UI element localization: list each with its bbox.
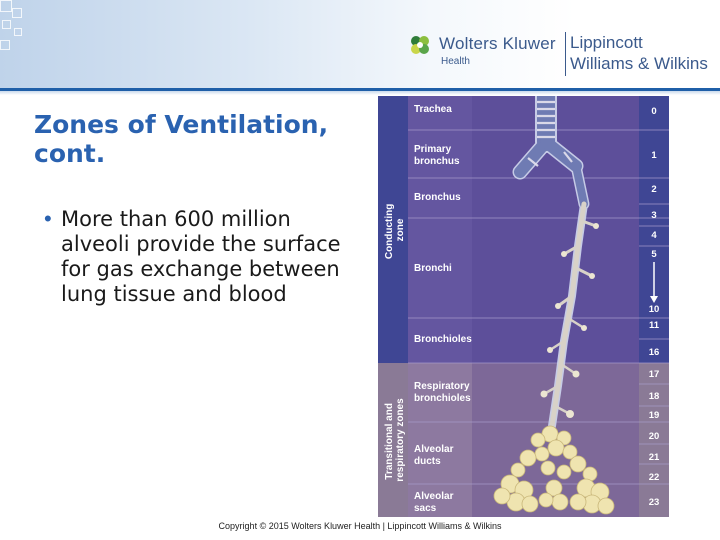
generation-number: 0 — [651, 106, 657, 117]
corner-decoration — [0, 0, 26, 60]
bullet-icon: • — [44, 206, 52, 231]
header-shadow — [0, 91, 720, 95]
segment-respiratory-bronchioles-2: bronchioles — [414, 393, 471, 404]
division-name: Health — [441, 56, 470, 67]
respiratory-zone-label: Transitional and respiratory zones — [384, 398, 406, 482]
generation-number: 1 — [651, 150, 657, 161]
generation-number: 17 — [648, 369, 660, 380]
slide-title-line-2: cont. — [34, 139, 106, 168]
generation-number: 2 — [651, 184, 657, 195]
generation-number: 20 — [648, 431, 660, 442]
generation-number: 5 — [651, 249, 657, 260]
conducting-zone-label: Conducting zone — [384, 203, 406, 260]
generation-number: 4 — [651, 230, 657, 241]
copyright-footer — [0, 521, 720, 531]
wolters-kluwer-logo-icon — [407, 32, 433, 58]
airway-zones-figure — [378, 96, 669, 517]
segment-trachea: Trachea — [414, 104, 452, 115]
generation-number: 18 — [648, 391, 660, 402]
imprint-line-2: Williams & Wilkins — [570, 54, 708, 73]
segment-alveolar-ducts-1: Alveolar — [414, 444, 454, 455]
generation-number: 3 — [651, 210, 657, 221]
segment-alveolar-sacs-2: sacs — [414, 503, 437, 514]
segment-primary-bronchus-1: Primary — [414, 144, 452, 155]
segment-primary-bronchus-2: bronchus — [414, 156, 460, 167]
segment-respiratory-bronchioles-1: Respiratory — [414, 381, 470, 392]
segment-bronchi: Bronchi — [414, 263, 452, 274]
segment-bronchus: Bronchus — [414, 192, 461, 203]
generation-number: 22 — [648, 472, 660, 483]
imprint-name — [570, 32, 708, 74]
slide-title-line-1: Zones of Ventilation, — [34, 110, 329, 139]
bullet-text: More than 600 million alveoli provide the surface for gas exchange between lung tissue and blood — [61, 207, 341, 306]
imprint-line-1: Lippincott — [570, 33, 643, 52]
segment-alveolar-sacs-1: Alveolar — [414, 491, 454, 502]
publisher-logo — [405, 28, 720, 78]
logo-divider — [565, 32, 566, 76]
segment-alveolar-ducts-2: ducts — [414, 456, 441, 467]
copyright-text: Copyright © 2015 Wolters Kluwer Health | Lippincott Williams & Wilkins — [218, 521, 502, 531]
generation-number: 23 — [648, 497, 660, 508]
company-name: Wolters Kluwer — [439, 34, 556, 53]
generation-number: 19 — [648, 410, 660, 421]
generation-number: 11 — [648, 320, 660, 331]
generation-number: 10 — [648, 304, 660, 315]
generation-number: 16 — [648, 347, 660, 358]
slide-title — [34, 110, 374, 168]
segment-bronchioles: Bronchioles — [414, 334, 472, 345]
generation-number: 21 — [648, 452, 660, 463]
airway-diagram — [378, 96, 669, 517]
